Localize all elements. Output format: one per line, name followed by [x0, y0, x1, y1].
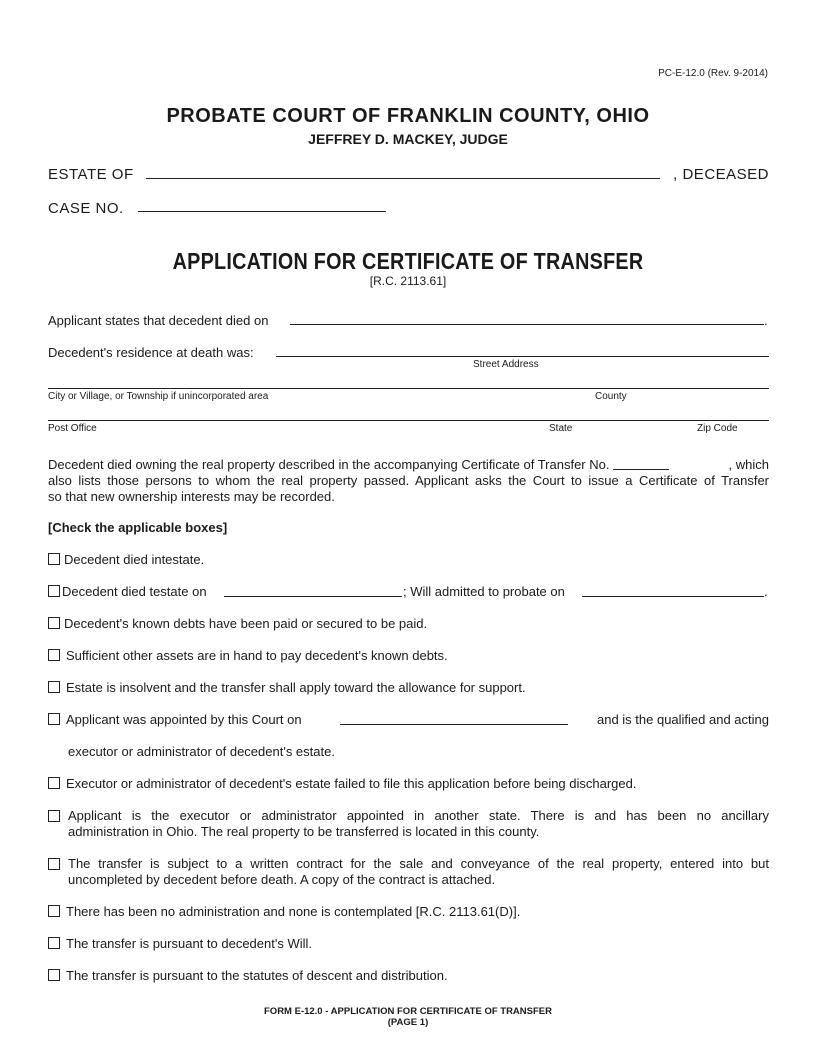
checkbox-intestate[interactable]: [48, 553, 60, 565]
checkbox-pursuant-statutes[interactable]: [48, 969, 60, 981]
date-of-death-field[interactable]: [290, 324, 764, 325]
option-insolvent-label: Estate is insolvent and the transfer shall apply toward the allowance for support.: [66, 680, 526, 695]
option-other-state-line2: administration in Ohio. The real property to be transferred is located in this county.: [68, 824, 540, 839]
zip-code-caption: Zip Code: [697, 423, 738, 434]
option-contract[interactable]: [48, 856, 769, 888]
option-no-administration-label: There has been no administration and none is contemplated [R.C. 2113.61(D)].: [66, 904, 521, 919]
option-pursuant-will-label: The transfer is pursuant to decedent's Will.: [66, 936, 312, 951]
street-address-field[interactable]: [276, 356, 769, 357]
checkbox-appointed[interactable]: [48, 713, 60, 725]
checkbox-failed-to-file[interactable]: [48, 777, 60, 789]
checkbox-testate[interactable]: [48, 585, 60, 597]
case-number-field[interactable]: [138, 211, 386, 212]
residence-label: Decedent's residence at death was:: [48, 345, 254, 360]
footer-form-name: FORM E-12.0 - APPLICATION FOR CERTIFICATE OF TRANSFER: [264, 1006, 552, 1017]
option-appointed-label: Applicant was appointed by this Court on: [66, 712, 302, 727]
option-failed-to-file-label: Executor or administrator of decedent's estate failed to file this application before being discharged.: [66, 776, 637, 791]
option-other-state[interactable]: [48, 808, 769, 840]
check-boxes-heading: [Check the applicable boxes]: [48, 520, 228, 535]
street-address-caption: Street Address: [473, 359, 539, 370]
estate-name-field[interactable]: [146, 178, 660, 179]
option-sufficient-assets[interactable]: [48, 648, 448, 663]
option-sufficient-assets-label: Sufficient other assets are in hand to pay decedent's known debts.: [66, 648, 448, 663]
city-county-field[interactable]: [48, 388, 769, 389]
form-title: APPLICATION FOR CERTIFICATE OF TRANSFER: [172, 248, 644, 274]
appointment-date-field[interactable]: [340, 724, 568, 725]
judge-name: JEFFREY D. MACKEY, JUDGE: [308, 131, 508, 147]
footer-page-number: (PAGE 1): [387, 1017, 429, 1028]
checkbox-sufficient-assets[interactable]: [48, 649, 60, 661]
form-number: PC-E-12.0 (Rev. 9-2014): [658, 68, 768, 79]
option-testate-label: Decedent died testate on: [62, 584, 207, 599]
option-testate[interactable]: [48, 584, 207, 599]
option-contract-line1: The transfer is subject to a written contract for the sale and conveyance of the real property, entered into but: [68, 856, 769, 871]
option-pursuant-statutes-label: The transfer is pursuant to the statutes of descent and distribution.: [66, 968, 448, 983]
died-on-label: Applicant states that decedent died on: [48, 313, 269, 328]
city-caption: City or Village, or Township if unincorporated area: [48, 391, 269, 402]
appointed-line2: executor or administrator of decedent's estate.: [68, 744, 335, 759]
will-admitted-date-field[interactable]: [582, 596, 764, 597]
option-failed-to-file[interactable]: [48, 776, 636, 791]
post-office-caption: Post Office: [48, 423, 97, 434]
option-contract-line2: uncompleted by decedent before death. A copy of the contract is attached.: [68, 872, 496, 887]
testate-period: .: [764, 584, 768, 599]
statute-reference: [R.C. 2113.61]: [369, 274, 447, 288]
option-pursuant-statutes[interactable]: [48, 968, 448, 983]
ownership-paragraph: [48, 457, 769, 505]
checkbox-no-administration[interactable]: [48, 905, 60, 917]
paragraph-line3: so that new ownership interests may be recorded.: [48, 489, 335, 504]
paragraph-line1-post: , which: [728, 457, 769, 472]
checkbox-contract[interactable]: [48, 858, 60, 870]
deceased-label: , DECEASED: [673, 166, 769, 183]
appointed-post-label: and is the qualified and acting: [596, 712, 769, 727]
option-other-state-line1: Applicant is the executor or administrator appointed in another state. There is and has been no ancillary: [68, 808, 769, 823]
period-mark: .: [764, 313, 768, 328]
case-no-label: CASE NO.: [48, 200, 124, 217]
option-debts-paid[interactable]: [48, 616, 427, 631]
option-debts-paid-label: Decedent's known debts have been paid or secured to be paid.: [64, 616, 428, 631]
testate-date-field[interactable]: [224, 596, 402, 597]
option-intestate-label: Decedent died intestate.: [64, 552, 205, 567]
will-admitted-label: ; Will admitted to probate on: [403, 584, 565, 599]
option-no-administration[interactable]: [48, 904, 520, 919]
option-appointed[interactable]: [48, 712, 302, 727]
certificate-number-field[interactable]: [613, 469, 669, 470]
paragraph-line2: also lists those persons to whom the real property passed. Applicant asks the Court to issue a Certificate of Transfer: [48, 473, 769, 488]
option-pursuant-will[interactable]: [48, 936, 312, 951]
estate-of-label: ESTATE OF: [48, 166, 134, 183]
checkbox-pursuant-will[interactable]: [48, 937, 60, 949]
checkbox-other-state[interactable]: [48, 810, 60, 822]
county-caption: County: [595, 391, 627, 402]
court-name: PROBATE COURT OF FRANKLIN COUNTY, OHIO: [166, 105, 650, 127]
option-intestate[interactable]: [48, 552, 204, 567]
state-caption: State: [549, 423, 573, 434]
paragraph-line1-pre: Decedent died owning the real property described in the accompanying Certificate of Transfer No.: [48, 457, 610, 472]
checkbox-insolvent[interactable]: [48, 681, 60, 693]
option-insolvent[interactable]: [48, 680, 526, 695]
post-office-field[interactable]: [48, 420, 769, 421]
checkbox-debts-paid[interactable]: [48, 617, 60, 629]
